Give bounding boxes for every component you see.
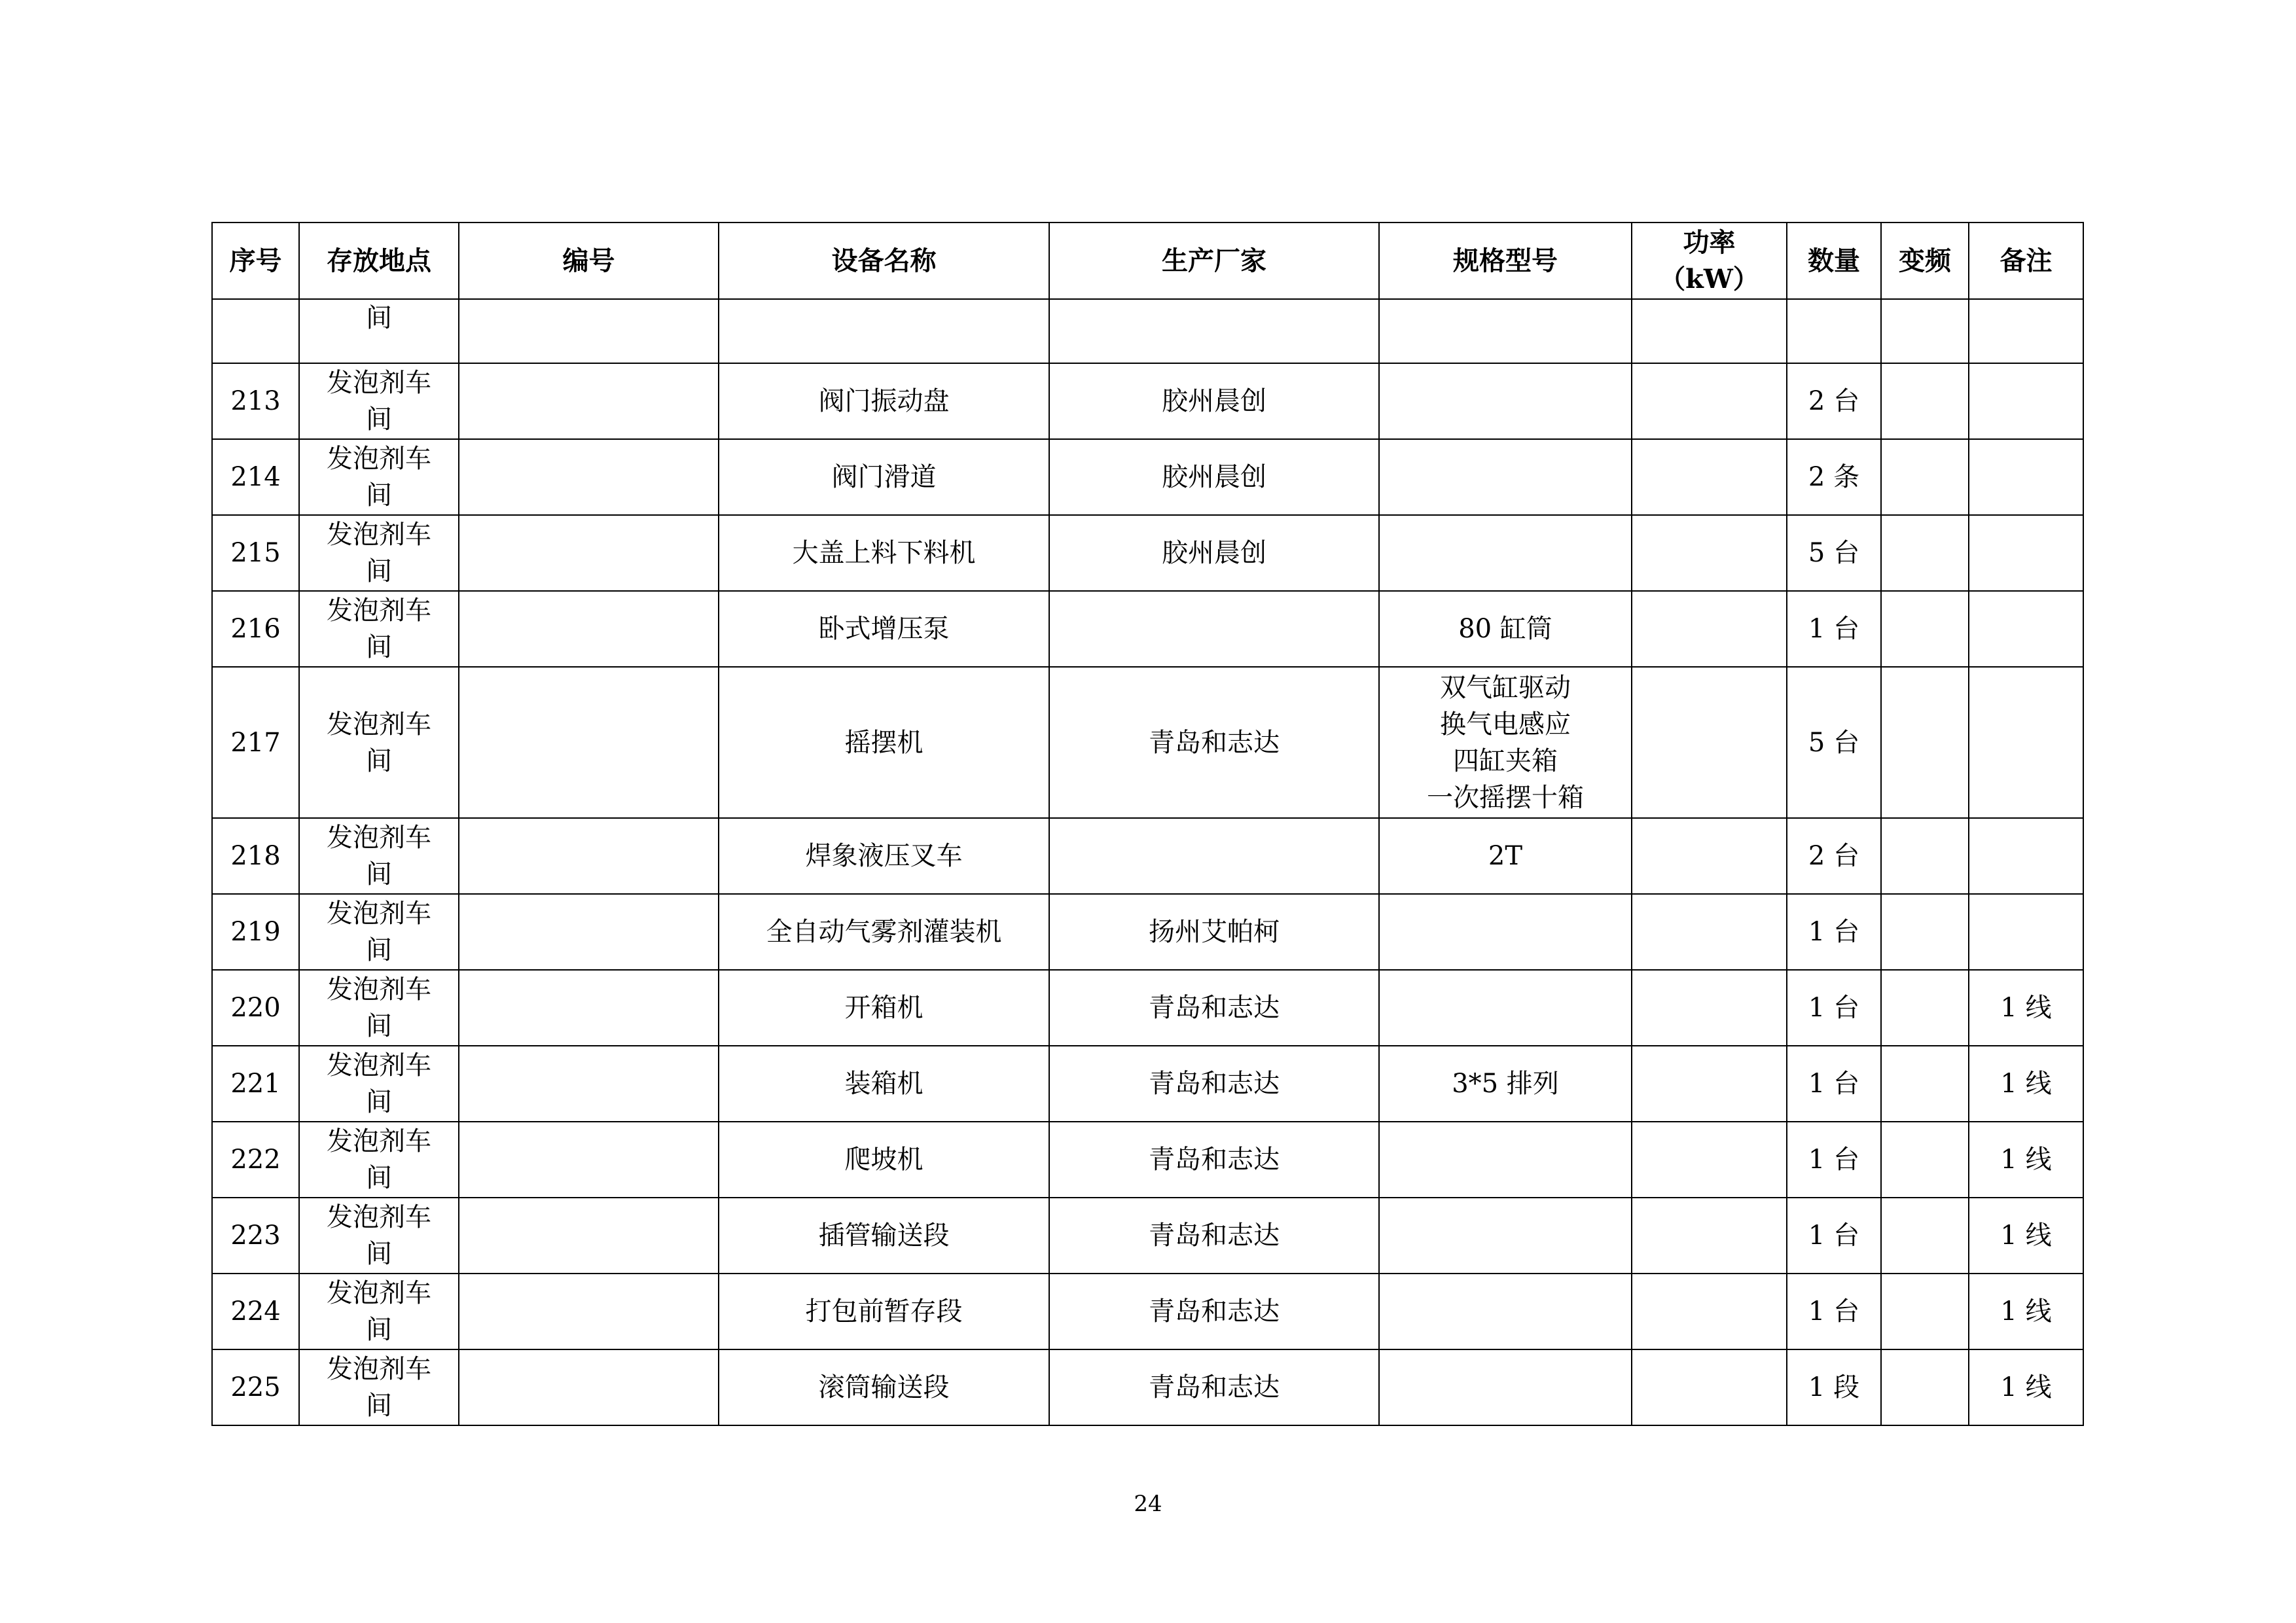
cell-location bbox=[299, 515, 459, 591]
cell-code bbox=[459, 439, 719, 515]
cell-location-line: 发泡剂车 bbox=[327, 520, 431, 550]
table-row bbox=[212, 1274, 2083, 1349]
cell-power bbox=[1632, 667, 1787, 818]
cell-maker: 青岛和志达 bbox=[1049, 1046, 1379, 1122]
cell-spec-line: 80 缸筒 bbox=[1458, 614, 1552, 644]
cell-maker bbox=[1049, 818, 1379, 894]
cell-spec bbox=[1379, 439, 1632, 515]
cell-no bbox=[212, 299, 299, 363]
cell-location-line: 发泡剂车 bbox=[327, 1202, 431, 1232]
cell-vfd bbox=[1881, 591, 1969, 667]
cell-location-line: 间 bbox=[366, 935, 392, 965]
cell-name: 插管输送段 bbox=[719, 1198, 1049, 1274]
cell-name: 装箱机 bbox=[719, 1046, 1049, 1122]
cell-no: 215 bbox=[212, 515, 299, 591]
cell-location-line: 间 bbox=[366, 303, 392, 333]
cell-location-line: 发泡剂车 bbox=[327, 596, 431, 626]
cell-code bbox=[459, 818, 719, 894]
table-row bbox=[212, 1046, 2083, 1122]
cell-location-line: 发泡剂车 bbox=[327, 1278, 431, 1308]
cell-qty: 1 台 bbox=[1787, 1198, 1881, 1274]
cell-note: 1 线 bbox=[1969, 970, 2083, 1046]
cell-maker: 扬州艾帕柯 bbox=[1049, 894, 1379, 970]
cell-no: 214 bbox=[212, 439, 299, 515]
cell-note bbox=[1969, 667, 2083, 818]
cell-note: 1 线 bbox=[1969, 1046, 2083, 1122]
table-row bbox=[212, 363, 2083, 439]
cell-name: 阀门振动盘 bbox=[719, 363, 1049, 439]
equipment-table bbox=[211, 222, 2084, 1426]
cell-no: 219 bbox=[212, 894, 299, 970]
cell-location-line: 间 bbox=[366, 480, 392, 510]
cell-maker: 胶州晨创 bbox=[1049, 439, 1379, 515]
cell-spec-line: 2T bbox=[1488, 841, 1523, 871]
table-row bbox=[212, 1349, 2083, 1425]
cell-power bbox=[1632, 1274, 1787, 1349]
cell-code bbox=[459, 970, 719, 1046]
table-row bbox=[212, 667, 2083, 818]
cell-qty: 1 台 bbox=[1787, 591, 1881, 667]
cell-location-line: 发泡剂车 bbox=[327, 974, 431, 1005]
cell-location bbox=[299, 1046, 459, 1122]
cell-code bbox=[459, 1198, 719, 1274]
cell-location-line: 发泡剂车 bbox=[327, 444, 431, 474]
cell-spec bbox=[1379, 515, 1632, 591]
cell-qty: 1 台 bbox=[1787, 1274, 1881, 1349]
cell-location bbox=[299, 894, 459, 970]
table-row bbox=[212, 970, 2083, 1046]
cell-code bbox=[459, 1274, 719, 1349]
cell-spec bbox=[1379, 363, 1632, 439]
cell-code bbox=[459, 591, 719, 667]
cell-location-line: 发泡剂车 bbox=[327, 823, 431, 853]
cell-qty: 2 台 bbox=[1787, 818, 1881, 894]
cell-maker bbox=[1049, 591, 1379, 667]
cell-location-line: 发泡剂车 bbox=[327, 709, 431, 740]
cell-name: 大盖上料下料机 bbox=[719, 515, 1049, 591]
cell-name: 全自动气雾剂灌装机 bbox=[719, 894, 1049, 970]
cell-maker: 青岛和志达 bbox=[1049, 1122, 1379, 1198]
cell-name: 打包前暂存段 bbox=[719, 1274, 1049, 1349]
cell-no: 213 bbox=[212, 363, 299, 439]
cell-note bbox=[1969, 818, 2083, 894]
cell-power bbox=[1632, 1046, 1787, 1122]
cell-vfd bbox=[1881, 1198, 1969, 1274]
cell-power bbox=[1632, 970, 1787, 1046]
cell-power bbox=[1632, 1122, 1787, 1198]
cell-location bbox=[299, 970, 459, 1046]
cell-location-line: 间 bbox=[366, 1391, 392, 1421]
page-number: 24 bbox=[1134, 1491, 1162, 1517]
cell-vfd bbox=[1881, 1122, 1969, 1198]
cell-spec-line: 双气缸驱动 bbox=[1440, 672, 1571, 703]
cell-maker: 胶州晨创 bbox=[1049, 363, 1379, 439]
cell-note: 1 线 bbox=[1969, 1198, 2083, 1274]
cell-location bbox=[299, 667, 459, 818]
cell-location-line: 间 bbox=[366, 745, 392, 776]
cell-power bbox=[1632, 818, 1787, 894]
cell-name: 开箱机 bbox=[719, 970, 1049, 1046]
cell-maker bbox=[1049, 299, 1379, 363]
cell-location bbox=[299, 363, 459, 439]
table-row bbox=[212, 299, 2083, 363]
cell-note: 1 线 bbox=[1969, 1274, 2083, 1349]
cell-power bbox=[1632, 1198, 1787, 1274]
header-vfd: 变频 bbox=[1881, 223, 1969, 299]
cell-code bbox=[459, 1122, 719, 1198]
cell-note: 1 线 bbox=[1969, 1122, 2083, 1198]
header-no: 序号 bbox=[212, 223, 299, 299]
cell-location-line: 间 bbox=[366, 1315, 392, 1345]
cell-vfd bbox=[1881, 515, 1969, 591]
cell-no: 223 bbox=[212, 1198, 299, 1274]
cell-location bbox=[299, 1122, 459, 1198]
cell-no: 216 bbox=[212, 591, 299, 667]
cell-no: 222 bbox=[212, 1122, 299, 1198]
header-code: 编号 bbox=[459, 223, 719, 299]
cell-code bbox=[459, 894, 719, 970]
cell-vfd bbox=[1881, 1349, 1969, 1425]
cell-spec bbox=[1379, 667, 1632, 818]
cell-qty bbox=[1787, 299, 1881, 363]
cell-spec bbox=[1379, 970, 1632, 1046]
cell-spec bbox=[1379, 1274, 1632, 1349]
cell-vfd bbox=[1881, 970, 1969, 1046]
cell-location bbox=[299, 1349, 459, 1425]
cell-location-line: 间 bbox=[366, 1239, 392, 1269]
cell-maker: 青岛和志达 bbox=[1049, 970, 1379, 1046]
cell-power bbox=[1632, 1349, 1787, 1425]
header-power bbox=[1632, 223, 1787, 299]
cell-note bbox=[1969, 515, 2083, 591]
cell-spec bbox=[1379, 818, 1632, 894]
cell-vfd bbox=[1881, 818, 1969, 894]
cell-location-line: 间 bbox=[366, 632, 392, 662]
cell-maker: 青岛和志达 bbox=[1049, 1349, 1379, 1425]
cell-power bbox=[1632, 363, 1787, 439]
table-row bbox=[212, 515, 2083, 591]
cell-location-line: 发泡剂车 bbox=[327, 1050, 431, 1080]
cell-location-line: 发泡剂车 bbox=[327, 368, 431, 398]
cell-code bbox=[459, 363, 719, 439]
cell-spec bbox=[1379, 894, 1632, 970]
cell-location bbox=[299, 299, 459, 363]
header-power-label: 功率 bbox=[1683, 226, 1736, 258]
cell-vfd bbox=[1881, 439, 1969, 515]
table-row bbox=[212, 439, 2083, 515]
cell-location-line: 发泡剂车 bbox=[327, 1354, 431, 1384]
cell-name: 卧式增压泵 bbox=[719, 591, 1049, 667]
cell-location bbox=[299, 1274, 459, 1349]
cell-note bbox=[1969, 894, 2083, 970]
cell-name bbox=[719, 299, 1049, 363]
cell-name: 摇摆机 bbox=[719, 667, 1049, 818]
cell-spec bbox=[1379, 1046, 1632, 1122]
cell-qty: 1 台 bbox=[1787, 970, 1881, 1046]
table-row bbox=[212, 894, 2083, 970]
cell-power bbox=[1632, 515, 1787, 591]
cell-spec-line: 四缸夹箱 bbox=[1453, 745, 1558, 776]
cell-vfd bbox=[1881, 299, 1969, 363]
cell-qty: 2 条 bbox=[1787, 439, 1881, 515]
cell-code bbox=[459, 1349, 719, 1425]
cell-vfd bbox=[1881, 1274, 1969, 1349]
cell-name: 爬坡机 bbox=[719, 1122, 1049, 1198]
header-qty: 数量 bbox=[1787, 223, 1881, 299]
cell-location-line: 间 bbox=[366, 1087, 392, 1117]
cell-power bbox=[1632, 439, 1787, 515]
cell-name: 阀门滑道 bbox=[719, 439, 1049, 515]
cell-maker: 胶州晨创 bbox=[1049, 515, 1379, 591]
cell-code bbox=[459, 515, 719, 591]
cell-note bbox=[1969, 299, 2083, 363]
cell-spec bbox=[1379, 299, 1632, 363]
cell-vfd bbox=[1881, 363, 1969, 439]
table-body bbox=[212, 299, 2083, 1425]
header-note: 备注 bbox=[1969, 223, 2083, 299]
cell-qty: 1 台 bbox=[1787, 1046, 1881, 1122]
cell-qty: 1 台 bbox=[1787, 894, 1881, 970]
header-power-unit: （kW） bbox=[1659, 263, 1759, 294]
cell-qty: 5 台 bbox=[1787, 667, 1881, 818]
cell-no: 220 bbox=[212, 970, 299, 1046]
cell-maker: 青岛和志达 bbox=[1049, 667, 1379, 818]
cell-code bbox=[459, 299, 719, 363]
cell-code bbox=[459, 667, 719, 818]
cell-spec-line: 一次摇摆十箱 bbox=[1427, 782, 1584, 813]
cell-power bbox=[1632, 591, 1787, 667]
cell-location bbox=[299, 1198, 459, 1274]
cell-spec bbox=[1379, 1349, 1632, 1425]
cell-spec-line: 3*5 排列 bbox=[1452, 1069, 1559, 1099]
cell-note: 1 线 bbox=[1969, 1349, 2083, 1425]
header-row bbox=[212, 223, 2083, 299]
cell-power bbox=[1632, 894, 1787, 970]
cell-location bbox=[299, 591, 459, 667]
header-spec: 规格型号 bbox=[1379, 223, 1632, 299]
cell-spec-line: 换气电感应 bbox=[1440, 709, 1571, 740]
cell-power bbox=[1632, 299, 1787, 363]
cell-qty: 5 台 bbox=[1787, 515, 1881, 591]
cell-no: 221 bbox=[212, 1046, 299, 1122]
cell-no: 224 bbox=[212, 1274, 299, 1349]
cell-spec bbox=[1379, 1122, 1632, 1198]
cell-location-line: 发泡剂车 bbox=[327, 1126, 431, 1156]
cell-maker: 青岛和志达 bbox=[1049, 1198, 1379, 1274]
cell-qty: 1 段 bbox=[1787, 1349, 1881, 1425]
cell-qty: 2 台 bbox=[1787, 363, 1881, 439]
cell-vfd bbox=[1881, 667, 1969, 818]
cell-location-line: 间 bbox=[366, 1011, 392, 1041]
cell-spec bbox=[1379, 1198, 1632, 1274]
cell-name: 滚筒输送段 bbox=[719, 1349, 1049, 1425]
cell-location-line: 发泡剂车 bbox=[327, 899, 431, 929]
header-maker: 生产厂家 bbox=[1049, 223, 1379, 299]
cell-vfd bbox=[1881, 894, 1969, 970]
cell-qty: 1 台 bbox=[1787, 1122, 1881, 1198]
cell-code bbox=[459, 1046, 719, 1122]
cell-no: 218 bbox=[212, 818, 299, 894]
cell-vfd bbox=[1881, 1046, 1969, 1122]
cell-location-line: 间 bbox=[366, 556, 392, 586]
cell-location-line: 间 bbox=[366, 1163, 392, 1193]
cell-location bbox=[299, 818, 459, 894]
table-row bbox=[212, 1122, 2083, 1198]
cell-spec bbox=[1379, 591, 1632, 667]
cell-no: 217 bbox=[212, 667, 299, 818]
cell-location-line: 间 bbox=[366, 404, 392, 435]
header-location: 存放地点 bbox=[299, 223, 459, 299]
cell-note bbox=[1969, 591, 2083, 667]
table-row bbox=[212, 818, 2083, 894]
cell-maker: 青岛和志达 bbox=[1049, 1274, 1379, 1349]
cell-note bbox=[1969, 363, 2083, 439]
cell-location-line: 间 bbox=[366, 859, 392, 889]
table-row bbox=[212, 1198, 2083, 1274]
cell-location bbox=[299, 439, 459, 515]
header-name: 设备名称 bbox=[719, 223, 1049, 299]
table-row bbox=[212, 591, 2083, 667]
cell-note bbox=[1969, 439, 2083, 515]
cell-no: 225 bbox=[212, 1349, 299, 1425]
cell-name: 焊象液压叉车 bbox=[719, 818, 1049, 894]
